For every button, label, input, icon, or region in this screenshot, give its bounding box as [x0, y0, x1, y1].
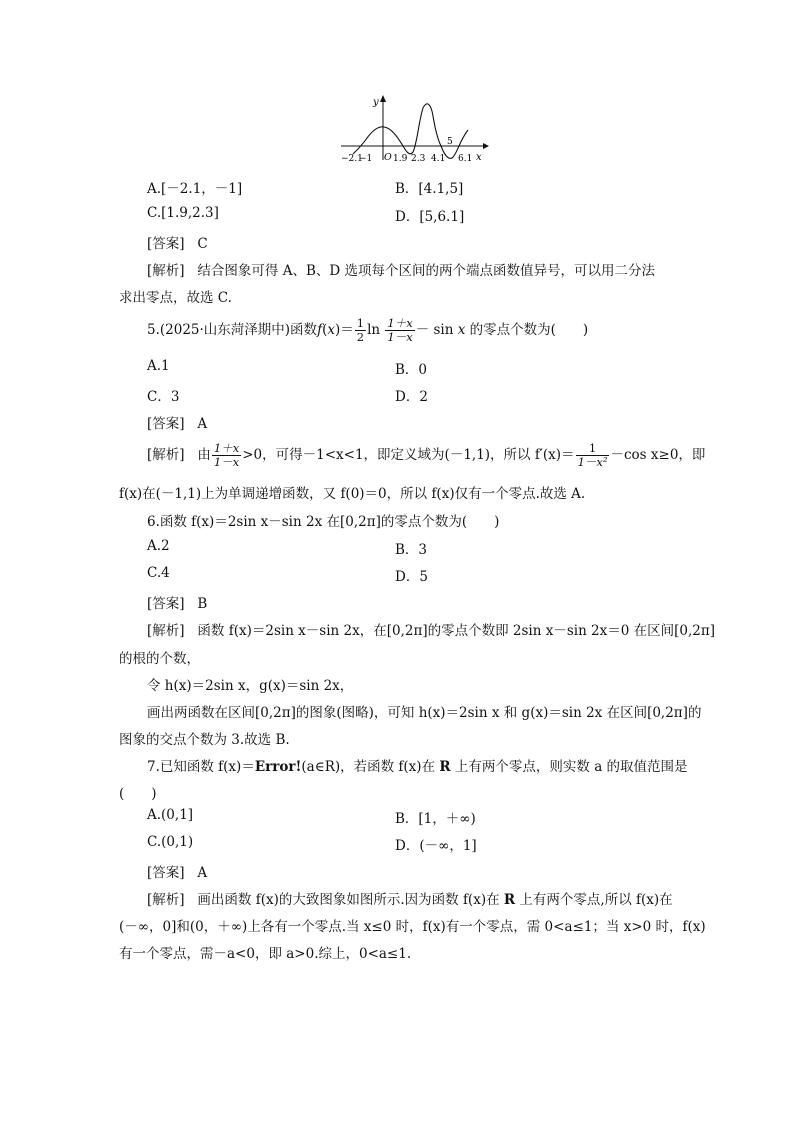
q6-analysis-line1	[147, 619, 715, 639]
answer-value: B	[197, 596, 208, 612]
q7-answer-line	[147, 861, 207, 881]
q5-an-c: －cos x≥0，即	[610, 447, 706, 463]
q7-stem-c: 上有两个零点，则实数 a 的取值范围是	[454, 759, 688, 775]
q5-stem-suffix: 的零点个数为( )	[469, 322, 589, 338]
q7-analysis-line3: 有一个零点，需－a<0，即 a>0.综上，0<a≤1.	[119, 946, 412, 962]
q5-an-gnum: 1	[576, 442, 610, 456]
answer-tag: [答案]	[147, 236, 185, 252]
q5-an-fnum: 1＋x	[213, 441, 240, 455]
q7-error: Error!	[254, 759, 302, 775]
q5-option-c: C．3	[147, 389, 180, 405]
tick-label-neg2-1: −2.1	[341, 154, 363, 164]
answer-tag: [答案]	[147, 596, 185, 612]
q4-analysis-line2: 求出零点，故选 C.	[119, 290, 232, 306]
q5-answer-line	[147, 412, 207, 432]
answer-value: C	[197, 236, 208, 252]
x-axis-label: x	[476, 152, 482, 163]
q7-an-b: 上有两个零点,所以 f(x)在	[519, 892, 673, 908]
q4-option-b: B．[4.1,5]	[395, 181, 464, 197]
answer-value: A	[197, 865, 208, 881]
tick-label-neg1: −1	[359, 154, 373, 164]
q5-half-den: 2	[356, 330, 365, 344]
q5-analysis-line1	[147, 440, 705, 470]
q5-half-num: 1	[356, 316, 365, 330]
q5-an-a: 由	[197, 447, 211, 463]
q7-analysis-line1	[147, 888, 673, 908]
tick-label-5: 5	[447, 137, 453, 147]
analysis-tag: [解析]	[147, 263, 185, 279]
q5-x2: x	[457, 322, 466, 338]
q5-option-a: A.1	[147, 358, 170, 374]
q7-option-d: D．(－∞，1]	[395, 838, 477, 854]
tick-label-4-1: 4.1	[431, 154, 446, 164]
q7-stem-a: 7.已知函数 f(x)＝	[147, 759, 255, 775]
q5-eq: ＝	[340, 322, 354, 338]
q6-analysis-line2: 的根的个数，	[119, 651, 200, 667]
q7-an-a: 画出函数 f(x)的大致图象如图所示.因为函数 f(x)在	[197, 892, 500, 908]
q4-option-a: A.[－2.1，－1]	[147, 181, 243, 197]
analysis-tag: [解析]	[147, 892, 185, 908]
analysis-text: 结合图象可得 A、B、D 选项每个区间的两个端点函数值异号，可以用二分法	[197, 263, 655, 279]
q5-ln: ln	[367, 322, 381, 338]
function-graph-figure	[335, 90, 495, 170]
tick-label-2-3: 2.3	[411, 154, 426, 164]
q5-an-fraction2	[576, 442, 610, 469]
q5-an-gden: 1－x²	[577, 455, 608, 469]
origin-label: O	[384, 152, 392, 163]
q5-analysis-line2: f(x)在(－1,1)上为单调递增函数，又 f(0)＝0，所以 f(x)仅有一个零点.故选 A.	[119, 486, 586, 502]
q5-option-b: B．0	[395, 362, 428, 378]
analysis-tag: [解析]	[147, 623, 185, 639]
q6-answer-line	[147, 592, 207, 612]
q5-log-den: 1－x	[387, 330, 413, 344]
q6-stem: 6.函数 f(x)＝2sin x－sin 2x 在[0,2π]的零点个数为( )	[147, 514, 500, 530]
q6-analysis-line3: 令 h(x)＝2sin x，g(x)＝sin 2x，	[147, 678, 354, 694]
q6-option-c: C.4	[147, 565, 170, 581]
q7-stem-line1	[147, 755, 688, 775]
q5-stem-prefix: 5.(2025·山东菏泽期中)函数	[147, 322, 318, 338]
q5-log-num: 1＋x	[387, 316, 413, 330]
function-curve	[353, 104, 468, 159]
q6-option-a: A.2	[147, 538, 170, 554]
q7-an-R: R	[503, 892, 516, 908]
q4-option-d: D．[5,6.1]	[395, 209, 465, 225]
x-axis-arrow-icon	[483, 143, 489, 149]
answer-tag: [答案]	[147, 865, 185, 881]
q4-answer-line	[147, 232, 208, 252]
answer-tag: [答案]	[147, 416, 185, 432]
analysis-text: 函数 f(x)＝2sin x－sin 2x，在[0,2π]的零点个数即 2sin x－sin 2x＝0 在区间[0,2π]	[197, 623, 716, 639]
q7-stem-b: (a∈R)，若函数 f(x)在	[301, 759, 436, 775]
q5-f: f	[317, 322, 323, 338]
analysis-tag: [解析]	[147, 447, 185, 463]
q7-stem-line2: ( )	[119, 786, 157, 802]
q5-log-fraction	[385, 317, 414, 344]
y-axis-arrow-icon	[380, 95, 386, 102]
q5-x: x	[327, 322, 335, 338]
q6-analysis-line5: 图象的交点个数为 3.故选 B.	[119, 732, 290, 748]
q4-analysis-line1	[147, 259, 655, 279]
q5-option-d: D．2	[395, 389, 428, 405]
q5-minus-sin: － sin	[415, 322, 454, 338]
q7-option-b: B．[1，＋∞)	[395, 811, 476, 827]
q7-option-c: C.(0,1)	[147, 834, 194, 850]
q7-analysis-line2: (－∞，0]和(0，＋∞)上各有一个零点.当 x≤0 时，f(x)有一个零点，需 0<a≤1；当 x>0 时，f(x)	[119, 919, 706, 935]
answer-value: A	[197, 416, 208, 432]
tick-label-1-9: 1.9	[393, 154, 408, 164]
q5-half-fraction	[355, 317, 366, 344]
q7-R: R	[439, 759, 451, 775]
q4-option-c: C.[1.9,2.3]	[147, 205, 219, 221]
tick-label-6-1: 6.1	[458, 154, 473, 164]
q6-option-b: B．3	[395, 542, 428, 558]
q5-an-fraction1	[212, 442, 241, 469]
y-axis-label: y	[373, 97, 379, 108]
q5-stem: 5.(2025·山东菏泽期中)函数f(x)＝ $\frac{1}{2}$ ln $\frac{1+x}{1-x}$ － sin x 的零点个数为( )	[147, 316, 589, 344]
q5-an-fden: 1－x	[213, 455, 240, 469]
q6-analysis-line4: 画出两函数在区间[0,2π]的图象(图略)，可知 h(x)＝2sin x 和 g(x)＝sin 2x 在区间[0,2π]的	[147, 705, 702, 721]
q7-option-a: A.(0,1]	[147, 807, 194, 823]
q6-option-d: D．5	[395, 569, 428, 585]
q5-an-b: >0，可得－1<x<1，即定义域为(－1,1)，所以 f′(x)＝	[242, 447, 575, 463]
